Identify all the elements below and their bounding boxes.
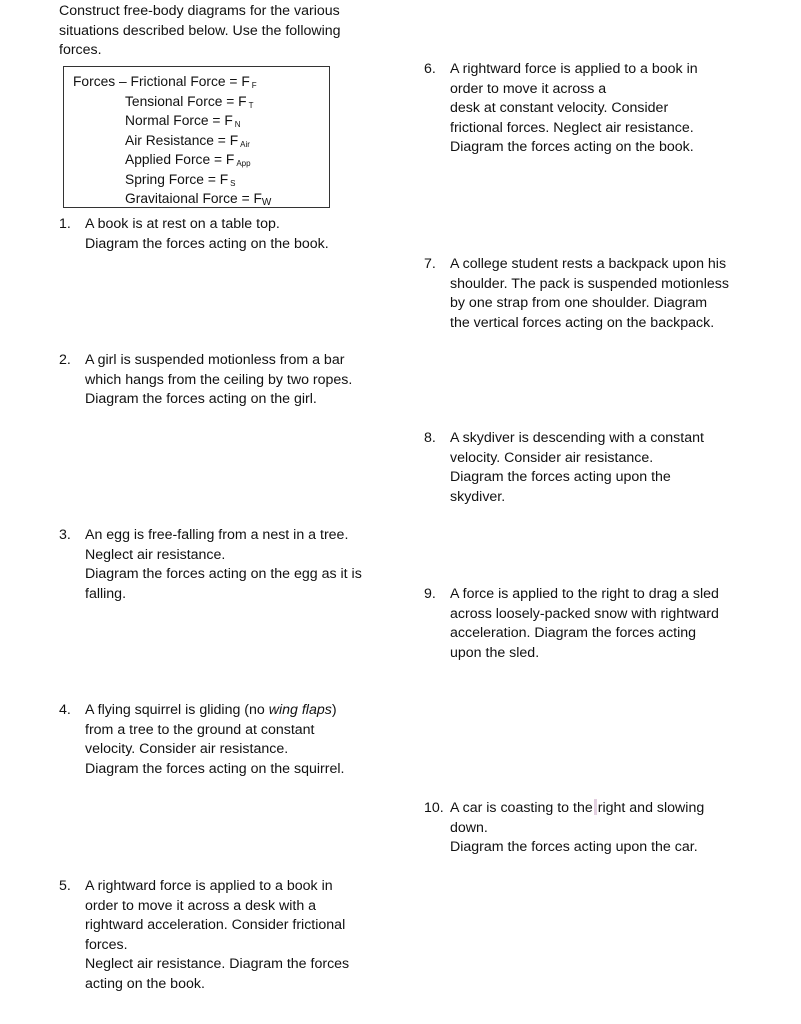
question-line: by one strap from one shoulder. Diagram <box>450 295 708 311</box>
force-subscript: S <box>230 178 236 188</box>
force-subscript: N <box>234 120 241 129</box>
question-line: which hangs from the ceiling by two ropes. <box>85 371 353 388</box>
question-line <box>450 799 704 819</box>
question-line: Diagram the forces acting on the girl. <box>85 391 317 407</box>
question-line: acceleration. Diagram the forces acting <box>450 625 697 641</box>
force-symbol: F <box>225 152 235 167</box>
question-line: order to move it across a <box>450 80 607 97</box>
question-text <box>85 701 344 779</box>
question-number: 3. <box>59 527 71 543</box>
question-line: A force is applied to the right to drag a sled <box>450 586 719 602</box>
force-item-air-resistance: Air Resistance = F $_{Air}$ <box>125 132 250 149</box>
force-symbol: F <box>229 132 239 148</box>
force-name: Tensional Force <box>125 93 223 109</box>
question-line: Diagram the forces acting on the book. <box>450 139 694 155</box>
force-symbol: F <box>224 113 233 128</box>
question-line: upon the sled. <box>450 644 540 661</box>
question-line-part: ) <box>331 702 337 718</box>
question-number: 8. <box>424 430 436 446</box>
force-name: Gravitaional Force <box>125 191 238 206</box>
text-cursor-highlight <box>594 799 597 815</box>
question-line: Diagram the forces acting on the squirrel. <box>85 760 345 777</box>
question-text <box>85 215 329 254</box>
question-line: order to move it across a desk with a <box>85 897 317 914</box>
force-symbol: F <box>253 191 262 206</box>
question-line: from a tree to the ground at constant <box>85 721 315 738</box>
question-number: 4. <box>59 702 71 718</box>
question-text <box>85 877 349 994</box>
forces-legend-box <box>63 66 330 208</box>
force-item-tensional: Tensional Force = F $_T$ <box>125 93 254 110</box>
instructions-line: forces. <box>59 42 102 58</box>
force-name: Applied Force <box>125 152 211 167</box>
question-line: forces. <box>85 936 128 953</box>
question-line: falling. <box>85 585 127 602</box>
question-line: velocity. Consider air resistance. <box>85 741 289 757</box>
question-line: A rightward force is applied to a book in <box>450 61 698 77</box>
instructions-line: Construct free-body diagrams for the various <box>59 3 340 19</box>
question-number: 5. <box>59 878 71 894</box>
question-line: A rightward force is applied to a book in <box>85 878 333 894</box>
question-number: 9. <box>424 586 436 602</box>
question-line: Neglect air resistance. Diagram the forces <box>85 956 350 972</box>
question-text <box>450 429 704 507</box>
instructions-paragraph <box>59 2 369 61</box>
question-line: acting on the book. <box>85 975 205 992</box>
force-item-frictional: Forces – Frictional Force = F $_F$ <box>73 74 257 90</box>
forces-prefix: Forces – <box>73 74 131 89</box>
question-line: down. <box>450 819 488 836</box>
force-subscript: App <box>236 159 251 168</box>
force-symbol: F <box>241 74 250 89</box>
force-subscript: Air <box>240 139 250 149</box>
question-line: Diagram the forces acting upon the <box>450 469 671 485</box>
force-name: Spring Force <box>125 171 204 187</box>
question-text <box>85 351 352 410</box>
question-line: A skydiver is descending with a constant <box>450 430 704 446</box>
force-item-normal: Normal Force = F $_N$ <box>125 113 241 129</box>
question-line-part: right and slowing <box>597 800 705 816</box>
force-item-gravitational: Gravitaional Force = $F_W$ <box>125 191 272 208</box>
question-line: the vertical forces acting on the backpack. <box>450 314 715 331</box>
force-symbol: F <box>238 93 247 109</box>
question-line: desk at constant velocity. Consider <box>450 100 669 116</box>
question-line: Diagram the forces acting on the book. <box>85 235 329 252</box>
question-line-part: A car is coasting to the <box>450 800 593 816</box>
emphasized-text: wing flaps <box>268 702 332 718</box>
question-text <box>450 60 698 158</box>
question-text <box>85 526 362 604</box>
question-line: across loosely-packed snow with rightward <box>450 605 719 622</box>
force-name: Normal Force <box>125 113 209 128</box>
instructions-line: situations described below. Use the following <box>59 22 341 39</box>
force-item-spring: Spring Force = F $_S$ <box>125 171 236 188</box>
question-line: frictional forces. Neglect air resistance. <box>450 119 694 136</box>
question-line: rightward acceleration. Consider frictional <box>85 917 346 933</box>
force-subscript: T <box>248 100 254 110</box>
question-line: A girl is suspended motionless from a bar <box>85 352 345 368</box>
question-line: velocity. Consider air resistance. <box>450 449 654 466</box>
question-line: shoulder. The pack is suspended motionless <box>450 275 729 292</box>
question-line: A book is at rest on a table top. <box>85 216 280 232</box>
question-number: 2. <box>59 352 71 368</box>
question-number: 6. <box>424 61 436 77</box>
force-name: Air Resistance <box>125 132 214 148</box>
force-item-applied: Applied Force = F $_{App}$ <box>125 152 251 168</box>
question-number: 7. <box>424 256 436 272</box>
question-line: Diagram the forces acting on the egg as it is <box>85 566 362 582</box>
question-text <box>450 799 704 858</box>
force-subscript: F <box>251 81 257 90</box>
question-line: A college student rests a backpack upon his <box>450 256 727 272</box>
question-line: skydiver. <box>450 488 506 505</box>
question-line: Neglect air resistance. <box>85 546 226 563</box>
question-number: 1. <box>59 216 71 232</box>
force-symbol: F <box>219 171 229 187</box>
question-line <box>85 701 344 721</box>
question-text <box>450 585 719 663</box>
force-subscript: W <box>261 197 272 208</box>
question-text <box>450 255 729 333</box>
force-name: Frictional Force <box>130 74 226 89</box>
question-line-part: A flying squirrel is gliding (no <box>85 702 269 718</box>
question-number: 10. <box>424 800 444 816</box>
question-line: Diagram the forces acting upon the car. <box>450 839 698 855</box>
question-line: An egg is free-falling from a nest in a tree. <box>85 527 349 543</box>
